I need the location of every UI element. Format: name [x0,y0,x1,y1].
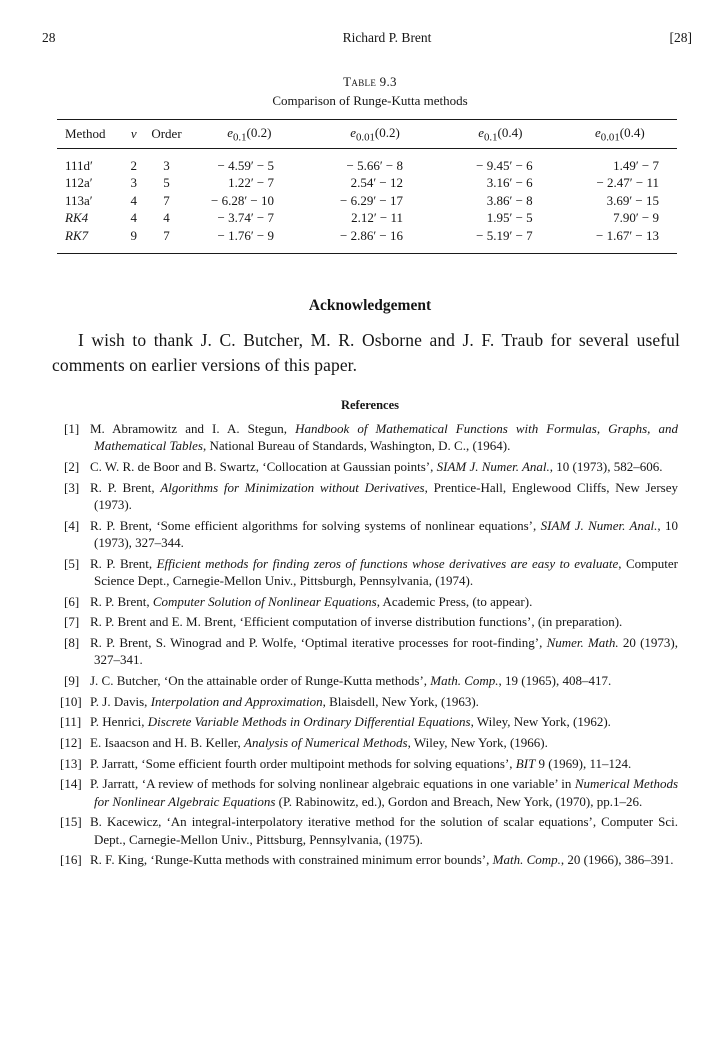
reference-item [40,593,678,610]
reference-details: , 19 (1965), 408–417. [498,672,612,688]
cell-e001-04: − 1.67′ − 13 [595,227,659,243]
table-bottom-rule [57,253,677,254]
col-header-nu: ν [130,126,137,141]
cell-order: 5 [163,175,170,191]
acknowledgement-text: I wish to thank J. C. Butcher, M. R. Osborne and J. F. Traub for several useful comments on earlier versions of this paper. [52,330,680,375]
cell-e001-02: 2.54′ − 12 [350,175,404,191]
cell-nu: 3 [130,175,138,191]
cell-e001-04: 1.49′ − 7 [613,157,659,173]
col-header-e001-04 [563,120,677,148]
table-row [57,210,677,228]
reference-number: [8] [64,635,80,650]
reference-number: [13] [60,755,82,771]
table-row [57,175,677,193]
cell-method: RK7 [65,227,89,243]
col-header-sub: 0.1 [233,131,247,144]
reference-text: C. W. R. de Boor and B. Swartz, ‘Collocation at Gaussian points’, [90,458,437,474]
reference-item [40,555,678,590]
author-name: Richard P. Brent [342,30,432,45]
reference-number: [11] [60,714,82,730]
cell-nu: 9 [130,227,138,243]
reference-number: [10] [60,693,82,709]
col-header-base: e [227,124,233,140]
reference-title: Handbook of Mathematical Functions with Formulas, Graphs, and Mathematical Tables [94,421,678,454]
cell-e01-02: − 4.59′ − 5 [217,157,275,173]
reference-text: R. P. Brent, [90,593,153,609]
cell-e001-04: − 2.47′ − 11 [596,175,659,191]
col-header-base: e [595,124,601,140]
cell-e001-02: − 2.86′ − 16 [340,227,404,243]
reference-details: , Academic Press, (to appear). [376,593,533,609]
reference-item [40,634,678,669]
cell-e01-02: − 3.74′ − 7 [217,210,275,226]
cell-e001-04: 3.69′ − 15 [606,192,659,208]
table-row [57,227,677,253]
references-heading: References [340,398,400,412]
reference-item [40,672,678,689]
reference-number: [2] [64,458,80,474]
reference-text: P. Henrici, [90,714,148,730]
reference-text: R. P. Brent, S. Winograd and P. Wolfe, ‘Optimal iterative processes for root-finding’, [90,635,547,650]
reference-item [40,755,678,772]
cell-method: 113a′ [65,192,93,208]
cell-e01-04: − 5.19′ − 7 [476,227,533,243]
reference-details: , 10 (1973), 582–606. [549,458,663,474]
reference-number: [5] [64,555,80,571]
reference-text: R. P. Brent and E. M. Brent, ‘Efficient computation of inverse distribution functions’, (in preparation). [90,614,623,630]
reference-details: , National Bureau of Standards, Washington, D. C., (1964). [202,438,511,454]
reference-details: , Wiley, New York, (1962). [470,714,611,730]
cell-e001-02: − 5.66′ − 8 [346,157,404,173]
cell-method: 112a′ [65,175,93,191]
reference-text: B. Kacewicz, ‘An integral-interpolatory iterative method for the solution of scalar equations’, Computer Sci. Dept., Carnegie-Mellon Univ., Pittsburg, Pennsylvania, (1975). [90,814,678,847]
reference-item [40,775,678,810]
reference-title: Computer Solution of Nonlinear Equations [152,593,377,609]
col-header-base: e [350,124,356,140]
references-list [40,420,678,872]
reference-title: SIAM J. Numer. Anal. [540,517,658,533]
reference-details: , 20 (1966), 386–391. [560,852,674,868]
cell-e001-02: 2.12′ − 11 [351,210,404,226]
cell-e001-04: 7.90′ − 9 [613,210,659,226]
reference-title: Interpolation and Approximation [150,693,323,709]
cell-nu: 4 [130,210,138,226]
table-header-row [57,120,677,148]
col-header-method: Method [65,126,106,141]
reference-item [40,734,678,751]
reference-details: 20 (1973), 327–341. [94,635,678,668]
reference-number: [7] [64,614,80,630]
table-label: Table 9.3 [343,74,397,89]
acknowledgement-heading: Acknowledgement [308,297,432,314]
reference-title: Discrete Variable Methods in Ordinary Differential Equations [147,714,471,730]
reference-details: 9 (1969), 11–124. [535,755,632,771]
reference-text: R. P. Brent, [90,479,161,495]
reference-title: Efficient methods for finding zeros of functions whose derivatives are easy to evaluate [156,555,619,571]
cell-e001-02: − 6.29′ − 17 [340,192,404,208]
reference-details: , Blaisdell, New York, (1963). [322,693,479,709]
cell-order: 7 [163,227,170,243]
cell-nu: 2 [130,157,138,173]
table-caption [0,72,720,110]
cell-method: RK4 [65,210,89,226]
running-head [42,30,692,50]
reference-number: [14] [60,776,82,792]
table-grid [57,120,677,253]
col-header-sub: 0.01 [355,131,375,144]
reference-item [40,420,678,455]
reference-text: R. F. King, ‘Runge-Kutta methods with constrained minimum error bounds’, [90,852,493,868]
reference-title: Numerical Methods for Nonlinear Algebraic Equations [94,776,679,809]
cell-nu: 4 [130,192,138,208]
reference-title: Numer. Math. [546,635,619,650]
col-header-e01-02 [187,120,312,148]
col-header-sub: 0.01 [600,131,620,144]
col-header-arg: (0.2) [374,124,400,140]
cell-e01-02: − 6.28′ − 10 [211,192,275,208]
col-header-arg: (0.4) [497,124,523,140]
reference-number: [12] [60,735,82,751]
reference-text: P. Jarratt, ‘Some efficient fourth order multipoint methods for solving equations’, [90,755,516,771]
reference-item [40,713,678,730]
reference-title: SIAM J. Numer. Anal. [436,458,550,474]
reference-text: P. Jarratt, ‘A review of methods for solving nonlinear algebraic equations in one variable’ in [90,776,575,792]
cell-order: 7 [163,192,170,208]
col-header-arg: (0.2) [246,124,272,140]
table-title: Comparison of Runge-Kutta methods [272,93,468,108]
reference-text: R. P. Brent, [90,555,157,571]
reference-text: E. Isaacson and H. B. Keller, [90,735,244,751]
reference-item [40,693,678,710]
reference-details: , Wiley, New York, (1966). [407,735,548,751]
reference-number: [16] [60,852,82,868]
reference-number: [9] [64,672,80,688]
col-header-order: Order [151,126,182,141]
reference-number: [4] [64,517,80,533]
reference-text: R. P. Brent, ‘Some efficient algorithms for solving systems of nonlinear equations’, [90,517,541,533]
cell-order: 3 [163,157,170,173]
reference-number: [15] [60,814,82,830]
cell-e01-04: − 9.45′ − 6 [476,157,533,173]
col-header-e01-04 [438,120,563,148]
reference-details: , Computer Science Dept., Carnegie-Mellon Univ., Pittsburgh, Pennsylvania, (1974). [94,555,678,588]
reference-item [40,517,678,552]
reference-details: , Prentice-Hall, Englewood Cliffs, New Jersey (1973). [94,479,678,512]
reference-number: [1] [64,421,80,436]
table-row [57,192,677,210]
cell-e01-02: 1.22′ − 7 [228,175,275,191]
page-number: 28 [42,30,56,45]
col-header-sub: 0.1 [484,131,498,144]
cell-e01-04: 1.95′ − 5 [486,210,533,226]
paper-number: [28] [669,30,692,45]
reference-title: Algorithms for Minimization without Derivatives [160,479,425,495]
reference-number: [3] [64,479,80,495]
cell-e01-04: 3.16′ − 6 [486,175,533,191]
col-header-base: e [478,124,484,140]
reference-item [40,458,678,475]
reference-title: Math. Comp. [430,672,499,688]
reference-item [40,479,678,514]
reference-text: P. J. Davis, [90,693,151,709]
cell-e01-02: − 1.76′ − 9 [217,227,275,243]
cell-method: 111d′ [65,157,93,173]
cell-e01-04: 3.86′ − 8 [486,192,533,208]
reference-item [40,613,678,630]
reference-number: [6] [64,593,80,609]
reference-text: J. C. Butcher, ‘On the attainable order of Runge-Kutta methods’, [90,672,431,688]
reference-title: Analysis of Numerical Methods [244,735,408,751]
reference-details: (P. Rabinowitz, ed.), Gordon and Breach, New York, (1970), pp.1–26. [275,793,643,809]
reference-item [40,851,678,868]
reference-text: M. Abramowitz and I. A. Stegun, [90,421,296,436]
reference-item [40,813,678,848]
col-header-e001-02 [312,120,438,148]
cell-order: 4 [163,210,170,226]
col-header-arg: (0.4) [619,124,645,140]
reference-title: BIT [515,755,536,771]
reference-details: , 10 (1973), 327–344. [94,517,678,550]
table-row [57,149,677,175]
results-table [57,119,677,254]
reference-title: Math. Comp. [492,852,561,868]
